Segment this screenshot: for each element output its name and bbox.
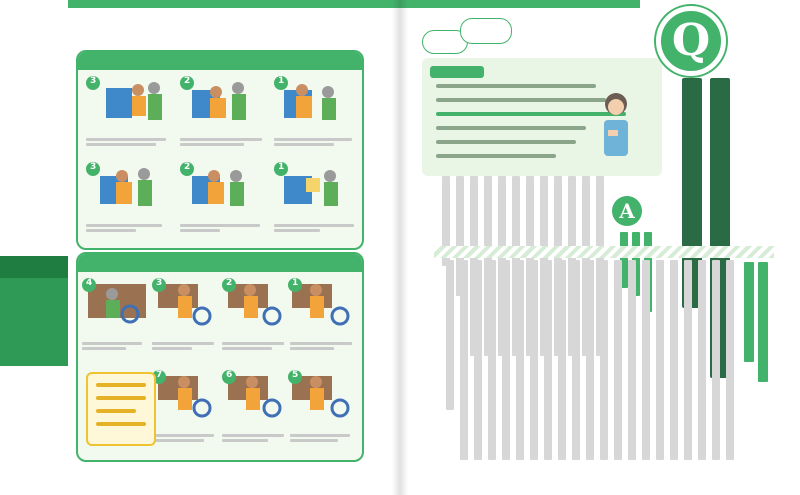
step-caption-lines (180, 136, 266, 154)
step-number: 5 (292, 370, 299, 380)
step-caption-lines (152, 432, 216, 450)
step-caption-lines (82, 340, 146, 358)
right-page (400, 0, 800, 495)
body-text-column (684, 260, 692, 460)
step-number: 2 (226, 278, 233, 288)
speech-bubble-right (460, 18, 512, 44)
step-number: 7 (156, 370, 163, 380)
chapter-number (0, 256, 68, 278)
top-band (68, 0, 400, 8)
body-text-column (628, 260, 636, 460)
body-text-column (544, 260, 552, 460)
step-caption-lines (274, 222, 360, 240)
panel-1-step (272, 74, 360, 132)
worried-woman-illustration (594, 90, 638, 170)
body-text-column (670, 260, 678, 460)
step-caption-lines (290, 432, 354, 450)
step-number: 6 (226, 370, 233, 380)
highlight-heading-line (758, 262, 768, 382)
highlight-heading-line (744, 262, 754, 362)
step-number: 4 (86, 278, 93, 288)
page-number (700, 471, 730, 479)
body-text-column (516, 260, 524, 460)
case-label (430, 66, 484, 78)
body-text-column (614, 260, 622, 460)
panel-1-step (178, 74, 266, 132)
bed-wheelchair-panel (76, 252, 364, 462)
panel-2-step (286, 276, 374, 334)
step-caption-lines (222, 340, 286, 358)
body-text-column (530, 260, 538, 460)
body-text-column (712, 260, 720, 460)
body-text-column (558, 260, 566, 460)
step-caption-lines (290, 340, 354, 358)
step-number: 1 (292, 278, 299, 288)
step-caption-lines (222, 432, 286, 450)
panel-1-step (84, 160, 172, 218)
panel-1-step (84, 74, 172, 132)
step-number: 1 (278, 76, 285, 86)
body-text-column (460, 260, 468, 460)
page-number (74, 471, 104, 479)
body-text-column (698, 260, 706, 460)
panel-1-step (178, 160, 266, 218)
step-caption-lines (86, 222, 172, 240)
body-text-column (656, 260, 664, 460)
step-number: 3 (90, 162, 97, 172)
body-text-column (474, 260, 482, 460)
body-text-column (446, 260, 454, 410)
question-letter: Q (671, 15, 711, 66)
top-band (400, 0, 640, 8)
panel-2-step (286, 368, 374, 426)
step-caption-lines (274, 136, 360, 154)
body-text-column (642, 260, 650, 460)
body-text-column (726, 260, 734, 460)
body-text-column (488, 260, 496, 460)
step-caption-lines (86, 136, 172, 154)
panel-1-step (272, 160, 360, 218)
answer-letter: A (619, 199, 635, 223)
step-number: 2 (184, 76, 191, 86)
step-number: 3 (156, 278, 163, 288)
step-number: 3 (90, 76, 97, 86)
body-text-column (600, 260, 608, 460)
step-caption-lines (152, 340, 216, 358)
body-text-column (502, 260, 510, 460)
step-number: 1 (278, 162, 285, 172)
body-text-column (572, 260, 580, 460)
divider-stripe (434, 246, 774, 258)
body-text-column (586, 260, 594, 460)
point-box (86, 372, 156, 446)
sit-stand-panel (76, 50, 364, 250)
step-caption-lines (180, 222, 266, 240)
step-number: 2 (184, 162, 191, 172)
